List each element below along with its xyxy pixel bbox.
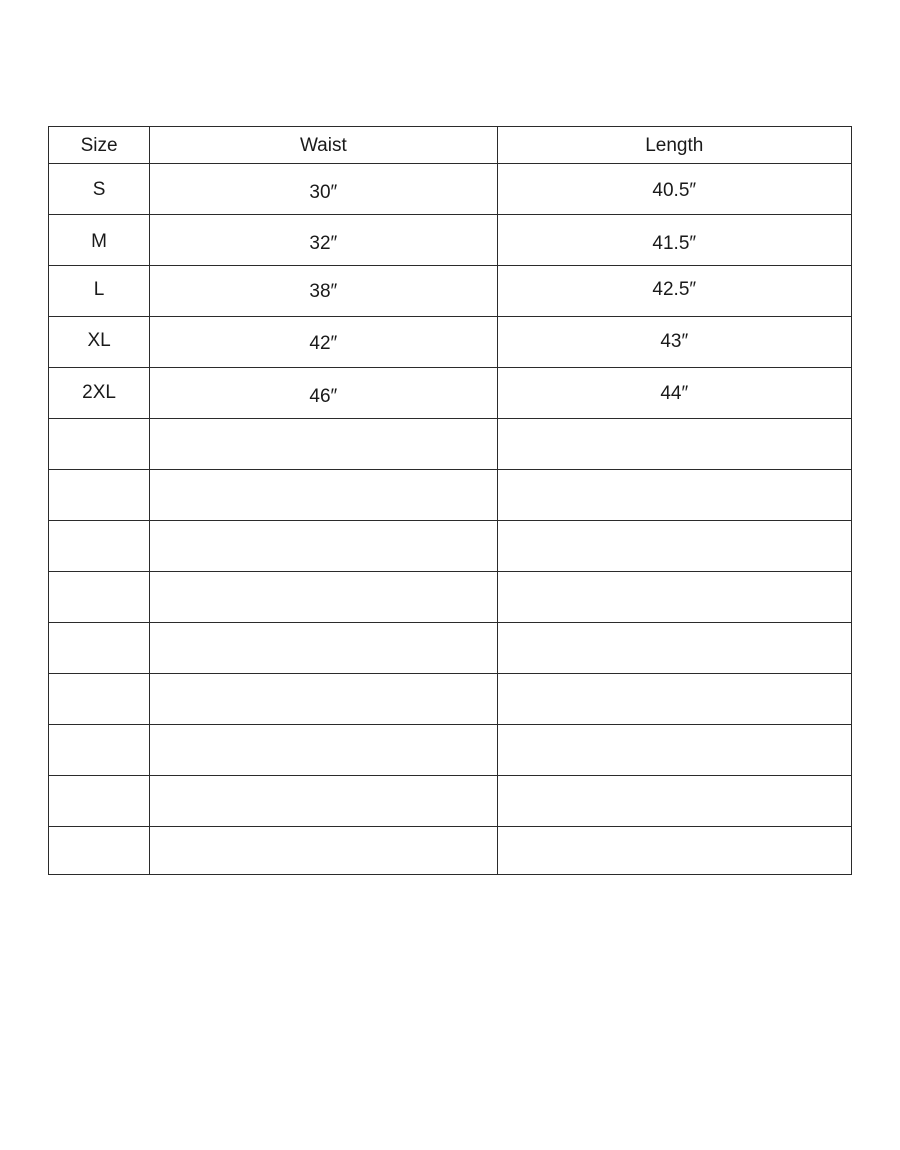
size-value: 2XL <box>82 382 116 403</box>
size-cell <box>49 317 150 368</box>
size-value: L <box>93 279 105 300</box>
header-size-label: Size <box>80 135 118 156</box>
header-cell-length <box>497 127 851 164</box>
length-cell <box>497 164 851 215</box>
table-row <box>49 368 852 419</box>
empty-length-cell <box>497 623 851 674</box>
empty-table-row <box>49 623 852 674</box>
size-cell <box>49 266 150 317</box>
size-cell <box>49 368 150 419</box>
empty-waist-cell <box>150 521 497 572</box>
length-value: 41.5″ <box>652 233 697 254</box>
empty-length-cell <box>497 470 851 521</box>
waist-value: 32″ <box>309 233 338 254</box>
empty-waist-cell <box>150 725 497 776</box>
table-row <box>49 164 852 215</box>
empty-size-cell <box>49 419 150 470</box>
empty-waist-cell <box>150 776 497 827</box>
length-cell <box>497 215 851 266</box>
empty-table-row <box>49 470 852 521</box>
waist-value: 30″ <box>309 182 338 203</box>
empty-table-row <box>49 572 852 623</box>
empty-size-cell <box>49 827 150 875</box>
empty-length-cell <box>497 827 851 875</box>
empty-size-cell <box>49 521 150 572</box>
length-value: 43″ <box>660 331 689 352</box>
waist-value: 46″ <box>309 386 338 407</box>
size-value: XL <box>87 330 111 351</box>
empty-length-cell <box>497 674 851 725</box>
empty-waist-cell <box>150 827 497 875</box>
length-value: 44″ <box>660 383 689 404</box>
empty-size-cell <box>49 572 150 623</box>
header-cell-size <box>49 127 150 164</box>
empty-table-row <box>49 419 852 470</box>
size-chart-table <box>48 126 852 875</box>
empty-length-cell <box>497 572 851 623</box>
length-value: 40.5″ <box>652 180 697 201</box>
header-waist-label: Waist <box>299 135 347 156</box>
empty-length-cell <box>497 776 851 827</box>
empty-table-row <box>49 521 852 572</box>
waist-cell <box>150 215 497 266</box>
empty-size-cell <box>49 776 150 827</box>
empty-length-cell <box>497 725 851 776</box>
waist-value: 38″ <box>309 281 338 302</box>
size-cell <box>49 215 150 266</box>
empty-size-cell <box>49 470 150 521</box>
empty-waist-cell <box>150 674 497 725</box>
waist-cell <box>150 164 497 215</box>
table-row <box>49 215 852 266</box>
waist-cell <box>150 368 497 419</box>
length-cell <box>497 368 851 419</box>
table-header-row <box>49 127 852 164</box>
waist-value: 42″ <box>309 333 338 354</box>
empty-length-cell <box>497 521 851 572</box>
empty-table-row <box>49 776 852 827</box>
table-row <box>49 266 852 317</box>
empty-size-cell <box>49 674 150 725</box>
length-cell <box>497 266 851 317</box>
size-cell <box>49 164 150 215</box>
waist-cell <box>150 266 497 317</box>
empty-waist-cell <box>150 419 497 470</box>
header-length-label: Length <box>645 135 704 156</box>
empty-size-cell <box>49 623 150 674</box>
header-cell-waist <box>150 127 497 164</box>
table-row <box>49 317 852 368</box>
length-value: 42.5″ <box>652 279 697 300</box>
empty-table-row <box>49 674 852 725</box>
empty-table-row <box>49 827 852 875</box>
empty-size-cell <box>49 725 150 776</box>
empty-length-cell <box>497 419 851 470</box>
empty-waist-cell <box>150 623 497 674</box>
size-value: M <box>91 231 107 252</box>
empty-table-row <box>49 725 852 776</box>
size-value: S <box>92 179 106 200</box>
empty-waist-cell <box>150 470 497 521</box>
length-cell <box>497 317 851 368</box>
waist-cell <box>150 317 497 368</box>
empty-waist-cell <box>150 572 497 623</box>
